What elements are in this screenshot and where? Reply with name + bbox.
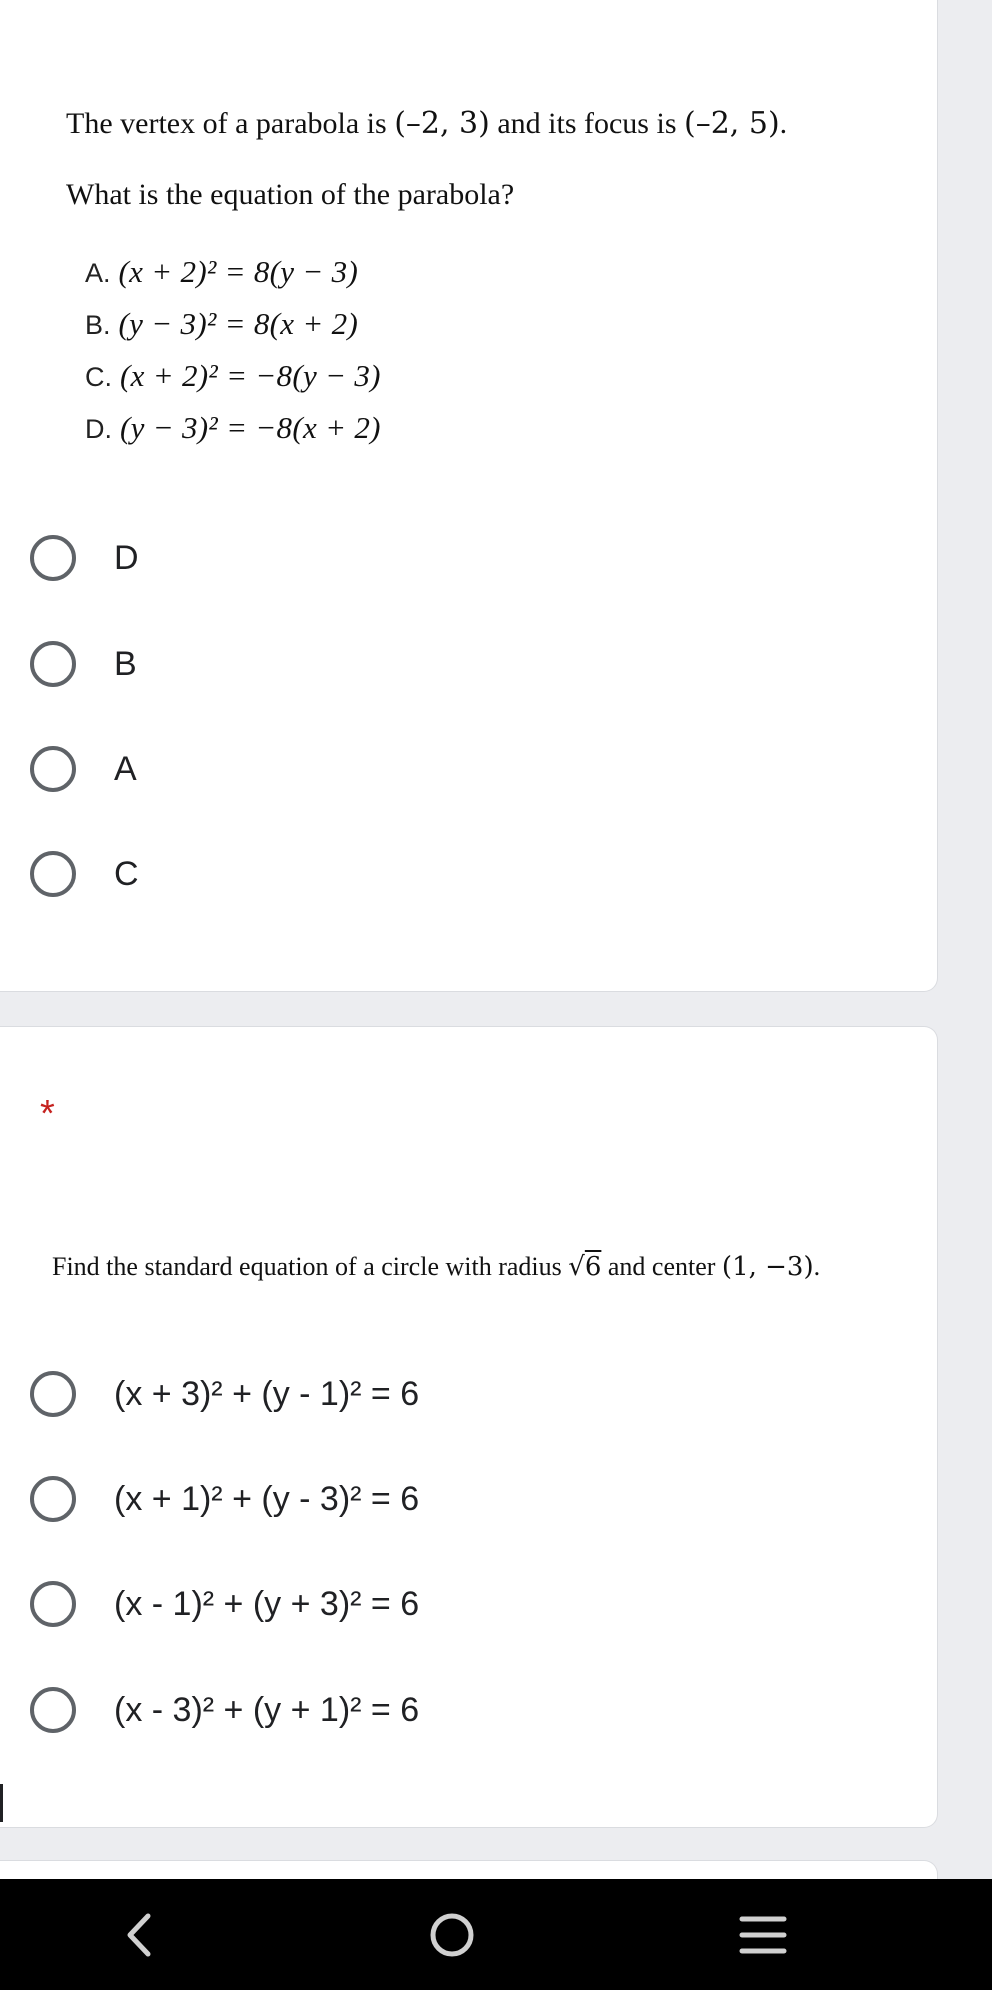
menu-icon [738,1913,788,1957]
choice-letter: A. [85,258,111,288]
question-2-text-start: Find the standard equation of a circle with radius [52,1252,562,1281]
option-label: C [114,854,139,893]
choice-a [85,254,358,290]
choice-letter: B. [85,310,111,340]
back-icon [120,1910,160,1960]
center-value: (1, −3) [721,1252,814,1282]
option-label: B [114,644,137,683]
option-label: (x - 1)² + (y + 3)² = 6 [114,1584,420,1623]
radio-button[interactable] [30,1687,76,1733]
radio-button[interactable] [30,746,76,792]
option-b[interactable] [30,641,137,687]
choice-c [85,358,381,394]
question-1-line-2: What is the equation of the parabola? [66,178,515,211]
choice-equation: (y − 3)² = −8(x + 2) [120,410,381,445]
question-1-period: . [779,107,788,140]
radio-button[interactable] [30,851,76,897]
option-label: A [114,749,137,788]
home-icon [427,1910,477,1960]
radio-button[interactable] [30,1476,76,1522]
radicand: 6 [584,1252,602,1282]
question-2-text [52,1252,820,1282]
question-1-text: The vertex of a parabola is [66,107,387,140]
text-cursor [0,1784,3,1822]
radio-button[interactable] [30,1371,76,1417]
option-a[interactable] [30,746,137,792]
radio-button[interactable] [30,1581,76,1627]
option-label: (x + 3)² + (y - 1)² = 6 [114,1374,420,1413]
option-d[interactable] [30,535,139,581]
choice-equation: (x + 2)² = 8(y − 3) [118,254,359,289]
choice-d [85,410,381,446]
circle-option-3[interactable] [30,1581,419,1627]
required-asterisk: * [40,1093,55,1135]
choice-letter: D. [85,414,112,444]
vertex-value: (–2, 3) [394,106,490,141]
circle-option-2[interactable] [30,1476,419,1522]
question-card-1 [0,0,938,992]
back-button[interactable] [80,1879,200,1990]
circle-option-1[interactable] [30,1371,419,1417]
choice-b [85,306,358,342]
option-c[interactable] [30,851,139,897]
option-label: (x - 3)² + (y + 1)² = 6 [114,1690,420,1729]
focus-value: (–2, 5) [684,106,780,141]
radical-sign: √ [568,1252,585,1282]
option-label: D [114,538,139,577]
question-1-text-mid: and its focus is [497,107,677,140]
question-2-period: . [813,1252,821,1281]
circle-option-4[interactable] [30,1687,419,1733]
navigation-bar [0,1879,992,1990]
choice-letter: C. [85,362,112,392]
question-2-text-mid: and center [607,1252,716,1281]
radio-button[interactable] [30,641,76,687]
home-button[interactable] [392,1879,512,1990]
choice-equation: (x + 2)² = −8(y − 3) [120,358,381,393]
option-label: (x + 1)² + (y - 3)² = 6 [114,1479,420,1518]
radio-button[interactable] [30,535,76,581]
choice-equation: (y − 3)² = 8(x + 2) [118,306,359,341]
menu-button[interactable] [703,1879,823,1990]
question-1-line-1 [66,106,787,141]
